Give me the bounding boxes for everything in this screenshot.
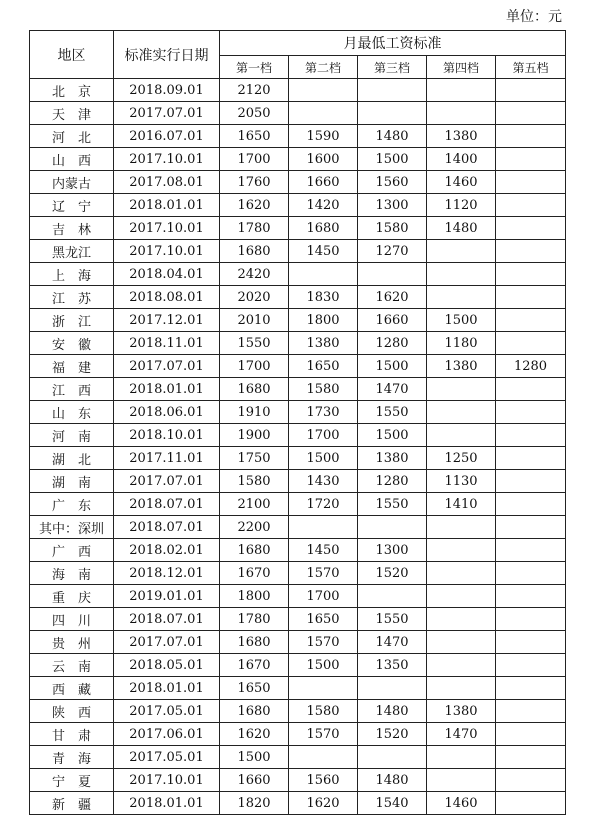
region-cell: 广 东 [30, 493, 114, 516]
tier-3-cell: 1500 [358, 148, 427, 171]
table-row [30, 263, 566, 286]
tier-1-cell: 1620 [220, 194, 289, 217]
header-standard: 月最低工资标准 [220, 31, 566, 56]
region-cell: 宁 夏 [30, 769, 114, 792]
tier-1-cell: 1750 [220, 447, 289, 470]
tier-4-cell [427, 769, 496, 792]
effective-date-cell: 2018.09.01 [114, 79, 220, 102]
tier-4-cell: 1250 [427, 447, 496, 470]
tier-3-cell [358, 79, 427, 102]
effective-date-cell: 2018.08.01 [114, 286, 220, 309]
tier-5-cell [496, 677, 566, 700]
header-tier-1: 第一档 [220, 56, 289, 79]
tier-1-cell: 2120 [220, 79, 289, 102]
tier-3-cell [358, 516, 427, 539]
tier-3-cell: 1270 [358, 240, 427, 263]
tier-3-cell: 1480 [358, 700, 427, 723]
tier-5-cell [496, 148, 566, 171]
tier-3-cell: 1380 [358, 447, 427, 470]
tier-4-cell: 1400 [427, 148, 496, 171]
tier-1-cell: 1680 [220, 240, 289, 263]
tier-4-cell: 1130 [427, 470, 496, 493]
tier-2-cell: 1450 [289, 240, 358, 263]
tier-3-cell: 1550 [358, 608, 427, 631]
effective-date-cell: 2019.01.01 [114, 585, 220, 608]
minimum-wage-table [29, 30, 566, 815]
tier-5-cell [496, 79, 566, 102]
tier-1-cell: 1670 [220, 654, 289, 677]
table-row [30, 631, 566, 654]
effective-date-cell: 2018.05.01 [114, 654, 220, 677]
tier-1-cell: 1700 [220, 355, 289, 378]
region-cell: 北 京 [30, 79, 114, 102]
tier-4-cell: 1500 [427, 309, 496, 332]
tier-5-cell [496, 217, 566, 240]
table-row [30, 171, 566, 194]
region-cell: 江 西 [30, 378, 114, 401]
tier-1-cell: 2200 [220, 516, 289, 539]
tier-2-cell: 1660 [289, 171, 358, 194]
tier-5-cell [496, 792, 566, 815]
tier-1-cell: 1670 [220, 562, 289, 585]
tier-4-cell [427, 424, 496, 447]
table-body [30, 79, 566, 815]
tier-1-cell: 1680 [220, 378, 289, 401]
table-row [30, 424, 566, 447]
tier-5-cell [496, 585, 566, 608]
tier-2-cell: 1560 [289, 769, 358, 792]
tier-3-cell: 1520 [358, 562, 427, 585]
effective-date-cell: 2017.10.01 [114, 769, 220, 792]
table-row [30, 355, 566, 378]
tier-4-cell: 1480 [427, 217, 496, 240]
tier-4-cell [427, 102, 496, 125]
tier-4-cell: 1460 [427, 171, 496, 194]
effective-date-cell: 2018.01.01 [114, 194, 220, 217]
region-cell: 福 建 [30, 355, 114, 378]
tier-4-cell [427, 516, 496, 539]
table-row [30, 79, 566, 102]
table-row [30, 332, 566, 355]
tier-3-cell [358, 102, 427, 125]
tier-3-cell [358, 677, 427, 700]
tier-1-cell: 1650 [220, 677, 289, 700]
tier-4-cell: 1460 [427, 792, 496, 815]
tier-5-cell [496, 470, 566, 493]
table-row [30, 677, 566, 700]
table-row [30, 700, 566, 723]
table-row [30, 769, 566, 792]
table-row [30, 148, 566, 171]
tier-3-cell: 1560 [358, 171, 427, 194]
tier-3-cell: 1470 [358, 378, 427, 401]
header-tier-5: 第五档 [496, 56, 566, 79]
header-tier-3: 第三档 [358, 56, 427, 79]
tier-2-cell: 1570 [289, 631, 358, 654]
tier-5-cell [496, 769, 566, 792]
tier-2-cell: 1650 [289, 608, 358, 631]
tier-5-cell [496, 263, 566, 286]
effective-date-cell: 2018.01.01 [114, 378, 220, 401]
tier-5-cell [496, 562, 566, 585]
tier-3-cell [358, 746, 427, 769]
tier-2-cell: 1700 [289, 585, 358, 608]
region-cell: 辽 宁 [30, 194, 114, 217]
effective-date-cell: 2018.07.01 [114, 608, 220, 631]
tier-5-cell [496, 194, 566, 217]
tier-1-cell: 1620 [220, 723, 289, 746]
tier-2-cell: 1720 [289, 493, 358, 516]
tier-3-cell: 1540 [358, 792, 427, 815]
tier-2-cell [289, 677, 358, 700]
header-tier-2: 第二档 [289, 56, 358, 79]
effective-date-cell: 2017.05.01 [114, 700, 220, 723]
effective-date-cell: 2017.10.01 [114, 240, 220, 263]
tier-5-cell [496, 516, 566, 539]
region-cell: 山 西 [30, 148, 114, 171]
region-cell: 河 北 [30, 125, 114, 148]
tier-4-cell [427, 79, 496, 102]
tier-2-cell: 1700 [289, 424, 358, 447]
table-row [30, 102, 566, 125]
tier-4-cell [427, 378, 496, 401]
table-row [30, 309, 566, 332]
header-tier-4: 第四档 [427, 56, 496, 79]
tier-5-cell [496, 424, 566, 447]
tier-2-cell: 1580 [289, 378, 358, 401]
tier-1-cell: 1660 [220, 769, 289, 792]
tier-3-cell: 1300 [358, 539, 427, 562]
tier-1-cell: 1780 [220, 608, 289, 631]
effective-date-cell: 2018.07.01 [114, 493, 220, 516]
tier-3-cell: 1350 [358, 654, 427, 677]
effective-date-cell: 2017.12.01 [114, 309, 220, 332]
table-row [30, 217, 566, 240]
table-row [30, 585, 566, 608]
tier-4-cell: 1380 [427, 355, 496, 378]
region-cell: 广 西 [30, 539, 114, 562]
tier-3-cell: 1500 [358, 424, 427, 447]
tier-4-cell: 1380 [427, 125, 496, 148]
table-row [30, 608, 566, 631]
tier-3-cell: 1480 [358, 125, 427, 148]
effective-date-cell: 2018.07.01 [114, 516, 220, 539]
tier-4-cell: 1120 [427, 194, 496, 217]
table-row [30, 286, 566, 309]
tier-3-cell: 1480 [358, 769, 427, 792]
tier-4-cell [427, 631, 496, 654]
tier-4-cell [427, 677, 496, 700]
tier-1-cell: 1650 [220, 125, 289, 148]
region-cell: 海 南 [30, 562, 114, 585]
tier-1-cell: 1680 [220, 700, 289, 723]
tier-2-cell: 1590 [289, 125, 358, 148]
region-cell: 西 藏 [30, 677, 114, 700]
table-row [30, 493, 566, 516]
tier-2-cell: 1500 [289, 654, 358, 677]
effective-date-cell: 2017.10.01 [114, 148, 220, 171]
region-cell: 浙 江 [30, 309, 114, 332]
tier-2-cell: 1650 [289, 355, 358, 378]
table-row [30, 447, 566, 470]
tier-3-cell: 1470 [358, 631, 427, 654]
tier-2-cell: 1500 [289, 447, 358, 470]
tier-5-cell [496, 539, 566, 562]
table-header [30, 31, 566, 79]
tier-2-cell: 1680 [289, 217, 358, 240]
tier-3-cell: 1660 [358, 309, 427, 332]
region-cell: 贵 州 [30, 631, 114, 654]
tier-3-cell: 1580 [358, 217, 427, 240]
tier-2-cell [289, 102, 358, 125]
effective-date-cell: 2018.10.01 [114, 424, 220, 447]
table-row [30, 792, 566, 815]
tier-2-cell [289, 79, 358, 102]
tier-4-cell: 1180 [427, 332, 496, 355]
tier-3-cell: 1280 [358, 332, 427, 355]
tier-1-cell: 1700 [220, 148, 289, 171]
tier-2-cell: 1450 [289, 539, 358, 562]
table-row [30, 401, 566, 424]
tier-1-cell: 1680 [220, 631, 289, 654]
tier-4-cell: 1470 [427, 723, 496, 746]
tier-2-cell: 1800 [289, 309, 358, 332]
table-row [30, 240, 566, 263]
header-region: 地区 [30, 31, 114, 79]
tier-5-cell: 1280 [496, 355, 566, 378]
tier-2-cell: 1570 [289, 562, 358, 585]
tier-5-cell [496, 286, 566, 309]
tier-2-cell: 1420 [289, 194, 358, 217]
tier-3-cell: 1550 [358, 493, 427, 516]
tier-1-cell: 1680 [220, 539, 289, 562]
region-cell: 甘 肃 [30, 723, 114, 746]
tier-1-cell: 2100 [220, 493, 289, 516]
tier-1-cell: 1500 [220, 746, 289, 769]
tier-4-cell [427, 654, 496, 677]
tier-5-cell [496, 608, 566, 631]
tier-5-cell [496, 240, 566, 263]
effective-date-cell: 2017.08.01 [114, 171, 220, 194]
tier-5-cell [496, 171, 566, 194]
tier-3-cell: 1550 [358, 401, 427, 424]
region-cell: 天 津 [30, 102, 114, 125]
effective-date-cell: 2017.07.01 [114, 102, 220, 125]
tier-2-cell: 1580 [289, 700, 358, 723]
tier-3-cell [358, 263, 427, 286]
table-row [30, 746, 566, 769]
tier-1-cell: 1800 [220, 585, 289, 608]
tier-1-cell: 1910 [220, 401, 289, 424]
tier-5-cell [496, 493, 566, 516]
effective-date-cell: 2018.12.01 [114, 562, 220, 585]
region-cell: 上 海 [30, 263, 114, 286]
tier-1-cell: 1550 [220, 332, 289, 355]
tier-4-cell [427, 286, 496, 309]
tier-1-cell: 1780 [220, 217, 289, 240]
table-row [30, 125, 566, 148]
tier-3-cell: 1300 [358, 194, 427, 217]
tier-5-cell [496, 125, 566, 148]
tier-5-cell [496, 700, 566, 723]
tier-4-cell: 1380 [427, 700, 496, 723]
effective-date-cell: 2017.07.01 [114, 355, 220, 378]
tier-1-cell: 2050 [220, 102, 289, 125]
tier-5-cell [496, 723, 566, 746]
tier-3-cell [358, 585, 427, 608]
region-cell: 陕 西 [30, 700, 114, 723]
tier-2-cell [289, 263, 358, 286]
tier-1-cell: 1760 [220, 171, 289, 194]
region-cell: 山 东 [30, 401, 114, 424]
region-cell: 江 苏 [30, 286, 114, 309]
tier-5-cell [496, 654, 566, 677]
region-cell: 重 庆 [30, 585, 114, 608]
region-cell: 安 徽 [30, 332, 114, 355]
region-cell: 四 川 [30, 608, 114, 631]
tier-2-cell: 1570 [289, 723, 358, 746]
tier-2-cell: 1830 [289, 286, 358, 309]
effective-date-cell: 2016.07.01 [114, 125, 220, 148]
tier-2-cell: 1620 [289, 792, 358, 815]
tier-1-cell: 1820 [220, 792, 289, 815]
region-cell: 内蒙古 [30, 171, 114, 194]
tier-2-cell: 1730 [289, 401, 358, 424]
tier-4-cell [427, 401, 496, 424]
tier-2-cell: 1380 [289, 332, 358, 355]
tier-5-cell [496, 102, 566, 125]
tier-4-cell: 1410 [427, 493, 496, 516]
tier-3-cell: 1620 [358, 286, 427, 309]
effective-date-cell: 2018.01.01 [114, 792, 220, 815]
tier-4-cell [427, 608, 496, 631]
header-date: 标准实行日期 [114, 31, 220, 79]
tier-3-cell: 1520 [358, 723, 427, 746]
effective-date-cell: 2017.07.01 [114, 631, 220, 654]
tier-2-cell: 1600 [289, 148, 358, 171]
tier-1-cell: 2010 [220, 309, 289, 332]
tier-4-cell [427, 539, 496, 562]
effective-date-cell: 2018.02.01 [114, 539, 220, 562]
tier-5-cell [496, 401, 566, 424]
tier-1-cell: 2420 [220, 263, 289, 286]
effective-date-cell: 2018.01.01 [114, 677, 220, 700]
region-cell: 湖 南 [30, 470, 114, 493]
region-cell: 青 海 [30, 746, 114, 769]
effective-date-cell: 2017.11.01 [114, 447, 220, 470]
tier-5-cell [496, 447, 566, 470]
effective-date-cell: 2017.07.01 [114, 470, 220, 493]
effective-date-cell: 2017.05.01 [114, 746, 220, 769]
tier-1-cell: 1580 [220, 470, 289, 493]
region-cell: 湖 北 [30, 447, 114, 470]
tier-5-cell [496, 309, 566, 332]
region-cell: 河 南 [30, 424, 114, 447]
table-row [30, 470, 566, 493]
tier-4-cell [427, 263, 496, 286]
tier-3-cell: 1280 [358, 470, 427, 493]
tier-2-cell [289, 746, 358, 769]
region-cell: 吉 林 [30, 217, 114, 240]
table-row [30, 194, 566, 217]
tier-1-cell: 1900 [220, 424, 289, 447]
tier-4-cell [427, 585, 496, 608]
tier-5-cell [496, 746, 566, 769]
table-row [30, 654, 566, 677]
table-row [30, 539, 566, 562]
effective-date-cell: 2017.10.01 [114, 217, 220, 240]
table-row [30, 723, 566, 746]
tier-2-cell: 1430 [289, 470, 358, 493]
table-row [30, 516, 566, 539]
tier-3-cell: 1500 [358, 355, 427, 378]
effective-date-cell: 2018.06.01 [114, 401, 220, 424]
region-cell: 黑龙江 [30, 240, 114, 263]
region-cell: 云 南 [30, 654, 114, 677]
tier-4-cell [427, 746, 496, 769]
unit-label: 单位：元 [506, 9, 562, 25]
effective-date-cell: 2018.04.01 [114, 263, 220, 286]
table-row [30, 562, 566, 585]
tier-5-cell [496, 631, 566, 654]
tier-5-cell [496, 378, 566, 401]
tier-4-cell [427, 562, 496, 585]
tier-5-cell [496, 332, 566, 355]
tier-1-cell: 2020 [220, 286, 289, 309]
effective-date-cell: 2018.11.01 [114, 332, 220, 355]
table-row [30, 378, 566, 401]
tier-2-cell [289, 516, 358, 539]
tier-4-cell [427, 240, 496, 263]
region-cell: 其中：深圳 [30, 516, 114, 539]
effective-date-cell: 2017.06.01 [114, 723, 220, 746]
region-cell: 新 疆 [30, 792, 114, 815]
